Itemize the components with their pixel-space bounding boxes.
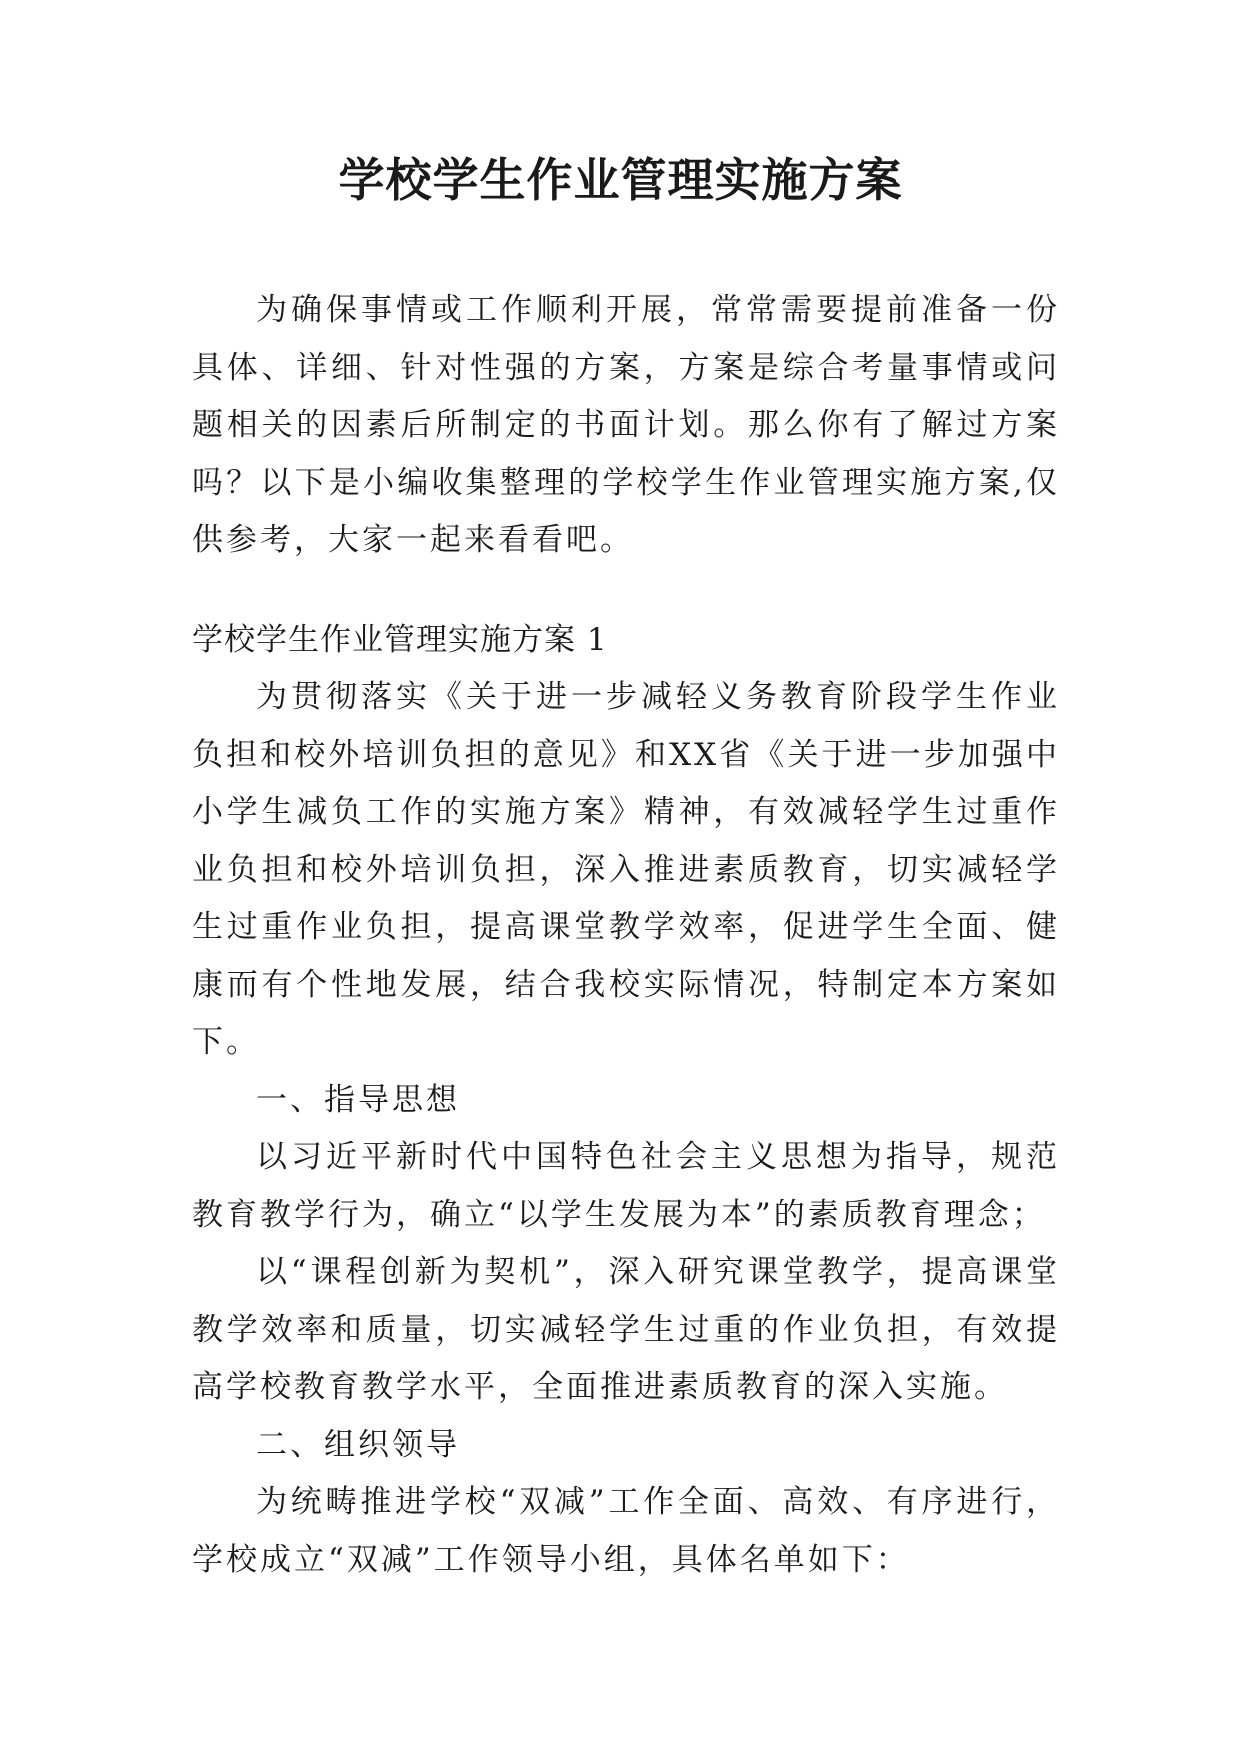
heading-organization-leadership: 二、组织领导	[256, 1426, 460, 1463]
body-paragraph-4: 为统畴推进学校“双减”工作全面、高效、有序进行，学校成立“双减”工作领导小组，具体名单如下：	[192, 1484, 1060, 1578]
document-body	[192, 282, 1060, 1589]
heading-guiding-ideology: 一、指导思想	[256, 1081, 460, 1118]
intro-paragraph: 为确保事情或工作顺利开展，常常需要提前准备一份具体、详细、针对性强的方案，方案是综合考量事情或问题相关的因素后所制定的书面计划。那么你有了解过方案吗？以下是小编收集整理的学校学生作业管理实施方案,仅供参考，大家一起来看看吧。	[192, 292, 1060, 558]
document-title: 学校学生作业管理实施方案	[338, 153, 903, 207]
section-heading: 学校学生作业管理实施方案 1	[192, 621, 608, 658]
body-paragraph-3: 以“课程创新为契机”，深入研究课堂教学，提高课堂教学效率和质量，切实减轻学生过重的作业负担，有效提高学校教育教学水平，全面推进素质教育的深入实施。	[192, 1254, 1060, 1405]
body-paragraph-2: 以习近平新时代中国特色社会主义思想为指导，规范教育教学行为，确立“以学生发展为本”的素质教育理念；	[192, 1139, 1060, 1233]
section-spacer	[192, 570, 1060, 612]
body-paragraph-1: 为贯彻落实《关于进一步减轻义务教育阶段学生作业负担和校外培训负担的意见》和XX省《关于进一步加强中小学生减负工作的实施方案》精神，有效减轻学生过重作业负担和校外培训负担，深入推进素质教育，切实减轻学生过重作业负担，提高课堂教学效率，促进学生全面、健康而有个性地发展，结合我校实际情况，特制定本方案如下。	[192, 679, 1060, 1060]
